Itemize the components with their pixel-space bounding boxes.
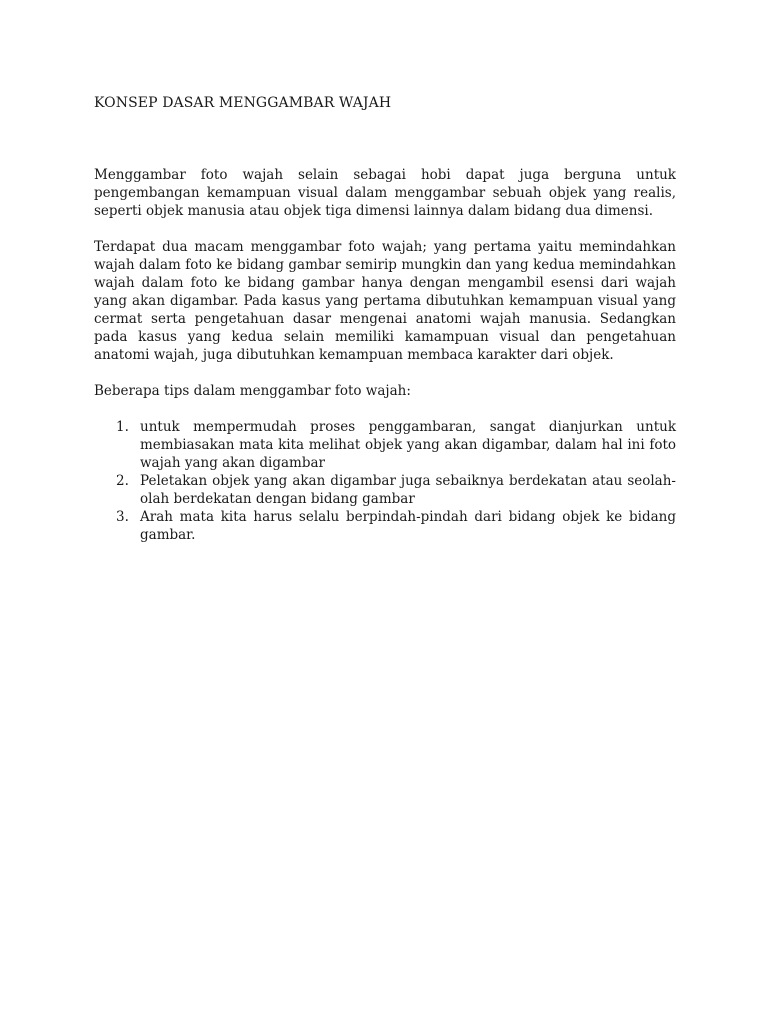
list-item-text: untuk mempermudah proses penggambaran, sangat dianjurkan untuk membiasakan mata kita melihat objek yang akan digambar, dalam hal ini foto wajah yang akan digambar bbox=[140, 419, 676, 471]
list-item-number: 3. bbox=[116, 509, 129, 525]
paragraph-types: Terdapat dua macam menggambar foto wajah; yang pertama yaitu memindahkan wajah dalam foto ke bidang gambar semirip mungkin dan yang kedua memindahkan wajah dalam foto ke bidang gambar hanya dengan mengambil esensi dari wajah yang akan digambar. Pada kasus yang pertama dibutuhkan kemampuan visual yang cermat serta pengetahuan dasar mengenai anatomi wajah manusia. Sedangkan pada kasus yang kedua selain memiliki kamampuan visual dan pengetahuan anatomi wajah, juga dibutuhkan kemampuan membaca karakter dari objek. bbox=[94, 239, 676, 363]
list-item-text: Arah mata kita harus selalu berpindah-pindah dari bidang objek ke bidang gambar. bbox=[140, 509, 676, 543]
document-body bbox=[94, 166, 676, 544]
paragraph-intro: Menggambar foto wajah selain sebagai hobi dapat juga berguna untuk pengembangan kemampuan visual dalam menggambar sebuah objek yang realis, seperti objek manusia atau objek tiga dimensi lainnya dalam bidang dua dimensi. bbox=[94, 167, 676, 219]
list-item-text: Peletakan objek yang akan digambar juga sebaiknya berdekatan atau seolah-olah berdekatan dengan bidang gambar bbox=[140, 473, 676, 507]
list-item bbox=[94, 508, 676, 544]
list-item-number: 2. bbox=[116, 473, 129, 489]
list-item bbox=[94, 472, 676, 508]
paragraph-tips-heading: Beberapa tips dalam menggambar foto wajah: bbox=[94, 383, 411, 399]
list-item-number: 1. bbox=[116, 419, 129, 435]
tips-list bbox=[94, 418, 676, 544]
list-item bbox=[94, 418, 676, 472]
document-title: KONSEP DASAR MENGGAMBAR WAJAH bbox=[94, 95, 392, 111]
